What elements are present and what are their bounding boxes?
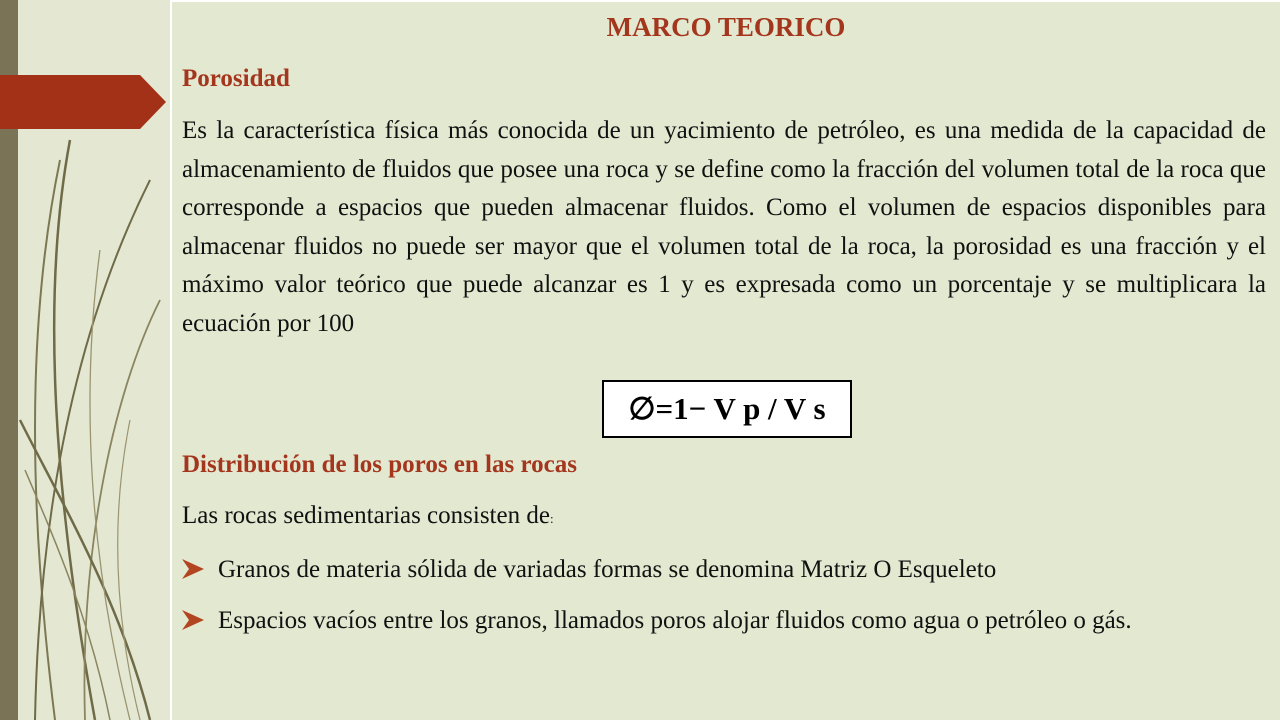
- distribucion-intro-text: Las rocas sedimentarias consisten de: [182, 502, 550, 529]
- bullet-text: Granos de materia sólida de variadas formas se denomina Matriz O Esqueleto: [218, 556, 997, 583]
- chevron-bullet-icon: [182, 559, 204, 579]
- distribucion-bullet-list: [182, 550, 1272, 652]
- distribucion-intro: [182, 502, 554, 530]
- section-heading-distribucion: Distribución de los poros en las rocas: [182, 451, 577, 478]
- porosity-formula: ∅=1− V p / V s: [602, 380, 852, 438]
- distribucion-intro-colon: :: [549, 511, 554, 526]
- content-panel: [170, 0, 1280, 720]
- list-item: [182, 601, 1272, 640]
- slide-title: MARCO TEORICO: [606, 12, 846, 42]
- list-item: [182, 550, 1272, 589]
- section-heading-porosidad: Porosidad: [182, 65, 290, 92]
- chevron-bullet-icon: [182, 610, 204, 630]
- arrow-tab-icon: [0, 75, 168, 129]
- bullet-text: Espacios vacíos entre los granos, llamados poros alojar fluidos como agua o petróleo o gás.: [218, 607, 1132, 634]
- porosidad-paragraph: Es la característica física más conocida de un yacimiento de petróleo, es una medida de la capacidad de almacenamiento de fluidos que posee una roca y se define como la fracción del volumen total de la roca que corresponde a espacios que pueden almacenar fluidos. Como el volumen de espacios disponibles para almacenar fluidos no puede ser mayor que el volumen total de la roca, la porosidad es una fracción y el máximo valor teórico que puede alcanzar es 1 y es expresada como un porcentaje y se multiplicara la ecuación por 100: [182, 117, 1266, 337]
